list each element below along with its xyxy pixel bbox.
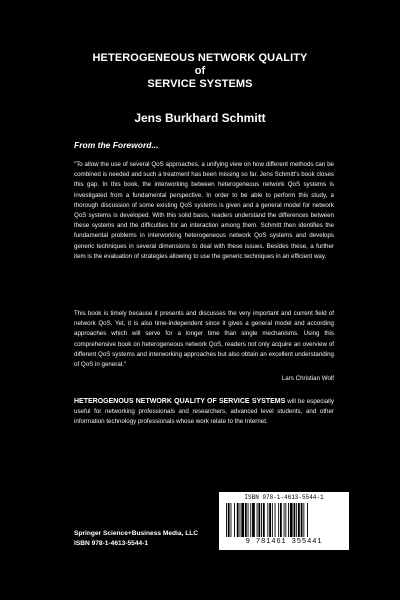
barcode-bar: [240, 503, 241, 537]
book-title: [0, 52, 400, 91]
barcode-bar: [290, 503, 293, 537]
barcode-bars: [225, 503, 343, 537]
barcode-bar: [303, 503, 304, 537]
barcode-bar: [301, 503, 303, 537]
title-line-1: HETEROGENEOUS NETWORK QUALITY: [92, 52, 308, 64]
foreword-paragraph-1: "To allow the use of several QoS approaches, a unifying view on how different methods can be combined is needed and such a treatment has been missing so far. Jens Schmitt's book closes this gap. In this book, the interworking between heterogeneous network QoS systems is investigated from a fundamental perspective. In order to be able to perform this study, a thorough discussion of some existing QoS systems is given and a general model for network QoS systems is developed. With this solid basis, readers understand the differences between these systems and the difficulties for an interaction among them. Schmitt then identifies the fundamental problems in interworking heterogeneous network QoS systems and develops generic techniques in several dimensions to deal with these issues. Besides these, a further item is the evaluation of strategies allowing to use the generic techniques in an efficient way.: [74, 161, 334, 260]
barcode-bar: [261, 503, 262, 537]
promo-text: will be especially useful for networking professionals and researchers, advanced level students, and other information technology professionals whose work relate to the Internet.: [74, 398, 334, 426]
barcode-bar: [284, 503, 285, 537]
author-name: Jens Burkhard Schmitt: [134, 111, 266, 125]
barcode-bar: [250, 503, 251, 537]
barcode-bar: [278, 503, 279, 537]
barcode-bar: [241, 503, 244, 537]
barcode-bar: [267, 503, 268, 537]
barcode-bar: [226, 503, 227, 537]
barcode-bar: [285, 503, 286, 537]
barcode-bar: [298, 503, 300, 537]
promo-paragraph: [74, 397, 334, 428]
title-line-3: SERVICE SYSTEMS: [147, 78, 253, 90]
barcode-bar: [294, 503, 296, 537]
publisher-name: Springer Science+Business Media, LLC: [74, 530, 199, 537]
barcode: [219, 492, 349, 550]
barcode-bar: [269, 503, 271, 537]
barcode-bar: [237, 503, 239, 537]
barcode-bar: [275, 503, 276, 537]
barcode-bar: [263, 503, 265, 537]
title-line-2: of: [194, 65, 206, 77]
barcode-bar: [272, 503, 273, 537]
barcode-bar: [228, 503, 230, 537]
barcode-bar: [258, 503, 260, 537]
promo-title: HETEROGENOUS NETWORK QUALITY OF SERVICE SYSTEMS: [74, 398, 286, 405]
barcode-bar: [234, 503, 235, 537]
barcode-graphic: [225, 503, 343, 537]
publisher-isbn: ISBN 978-1-4613-5544-1: [74, 540, 149, 547]
publisher-block: [74, 529, 198, 549]
barcode-bar: [307, 503, 308, 537]
barcode-bar: [288, 503, 289, 537]
barcode-bar: [231, 503, 232, 537]
foreword-paragraph-2: This book is timely because it presents and discusses the very important and current field of network QoS. Yet, it is also time-independent since it gives a general model and according approaches which will serve for a longer time than single mechanisms. Using this comprehensive book on heterogeneous network QoS, readers not only acquire an overview of different QoS systems and interworking approaches but also obtain an excellent understanding of QoS in general.": [74, 310, 334, 369]
foreword-label: From the Foreword...: [74, 140, 159, 150]
foreword-signature: Lars Christian Wolf: [281, 375, 334, 382]
barcode-bar: [252, 503, 255, 537]
barcode-bar: [245, 503, 247, 537]
barcode-bar: [248, 503, 249, 537]
barcode-isbn: ISBN 978-1-4613-5544-1: [244, 494, 324, 501]
barcode-digits: 9 781461 355441: [245, 538, 323, 546]
barcode-bar: [280, 503, 282, 537]
barcode-bar: [257, 503, 258, 537]
barcode-bar: [296, 503, 297, 537]
